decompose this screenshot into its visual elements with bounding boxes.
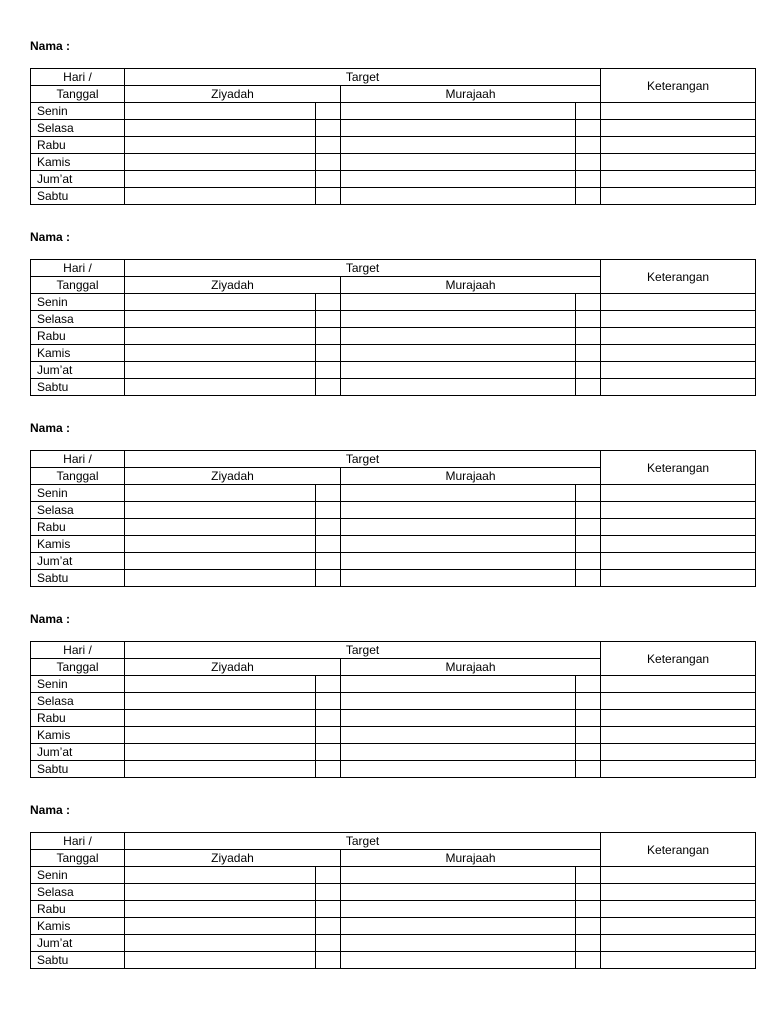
header-row-top [31, 69, 756, 86]
murajaah-cell[interactable] [341, 502, 576, 519]
murajaah-check-cell[interactable] [576, 137, 601, 154]
murajaah-check-cell[interactable] [576, 884, 601, 901]
keterangan-cell[interactable] [601, 154, 756, 171]
keterangan-header: Keterangan [601, 642, 756, 676]
ziyadah-cell[interactable] [125, 485, 316, 502]
murajaah-check-cell[interactable] [576, 328, 601, 345]
hari-header: Hari / [31, 833, 125, 850]
murajaah-cell[interactable] [341, 761, 576, 778]
ziyadah-cell[interactable] [125, 379, 316, 396]
target-header: Target [125, 833, 601, 850]
keterangan-cell[interactable] [601, 676, 756, 693]
day-label: Rabu [31, 137, 125, 154]
murajaah-check-cell[interactable] [576, 485, 601, 502]
ziyadah-check-cell[interactable] [316, 379, 341, 396]
hari-header: Hari / [31, 260, 125, 277]
day-row [31, 918, 756, 935]
day-label: Selasa [31, 502, 125, 519]
keterangan-header: Keterangan [601, 451, 756, 485]
keterangan-header: Keterangan [601, 69, 756, 103]
nama-label: Nama : [30, 230, 71, 244]
header-row-top [31, 260, 756, 277]
target-table [30, 68, 756, 205]
day-row [31, 693, 756, 710]
murajaah-cell[interactable] [341, 710, 576, 727]
ziyadah-check-cell[interactable] [316, 693, 341, 710]
day-label: Kamis [31, 345, 125, 362]
keterangan-cell[interactable] [601, 553, 756, 570]
ziyadah-cell[interactable] [125, 553, 316, 570]
ziyadah-check-cell[interactable] [316, 103, 341, 120]
ziyadah-cell[interactable] [125, 935, 316, 952]
murajaah-check-cell[interactable] [576, 867, 601, 884]
day-row [31, 137, 756, 154]
ziyadah-cell[interactable] [125, 744, 316, 761]
target-section [30, 803, 755, 969]
day-row [31, 120, 756, 137]
day-label: Kamis [31, 154, 125, 171]
keterangan-cell[interactable] [601, 171, 756, 188]
murajaah-check-cell[interactable] [576, 519, 601, 536]
target-header: Target [125, 451, 601, 468]
murajaah-cell[interactable] [341, 744, 576, 761]
ziyadah-cell[interactable] [125, 328, 316, 345]
murajaah-cell[interactable] [341, 137, 576, 154]
day-label: Senin [31, 676, 125, 693]
day-row [31, 485, 756, 502]
day-label: Kamis [31, 727, 125, 744]
day-label: Rabu [31, 901, 125, 918]
day-label: Jum’at [31, 362, 125, 379]
keterangan-cell[interactable] [601, 502, 756, 519]
murajaah-cell[interactable] [341, 536, 576, 553]
day-label: Senin [31, 294, 125, 311]
header-row-top [31, 642, 756, 659]
day-label: Selasa [31, 693, 125, 710]
ziyadah-check-cell[interactable] [316, 502, 341, 519]
ziyadah-cell[interactable] [125, 362, 316, 379]
ziyadah-check-cell[interactable] [316, 867, 341, 884]
murajaah-cell[interactable] [341, 485, 576, 502]
murajaah-check-cell[interactable] [576, 362, 601, 379]
keterangan-cell[interactable] [601, 710, 756, 727]
day-label: Selasa [31, 311, 125, 328]
murajaah-cell[interactable] [341, 345, 576, 362]
murajaah-cell[interactable] [341, 693, 576, 710]
ziyadah-check-cell[interactable] [316, 328, 341, 345]
ziyadah-header: Ziyadah [125, 850, 341, 867]
target-section [30, 421, 755, 587]
keterangan-cell[interactable] [601, 120, 756, 137]
ziyadah-check-cell[interactable] [316, 952, 341, 969]
day-row [31, 867, 756, 884]
target-section [30, 39, 755, 205]
ziyadah-check-cell[interactable] [316, 188, 341, 205]
keterangan-cell[interactable] [601, 379, 756, 396]
ziyadah-cell[interactable] [125, 693, 316, 710]
ziyadah-cell[interactable] [125, 901, 316, 918]
murajaah-check-cell[interactable] [576, 311, 601, 328]
ziyadah-cell[interactable] [125, 676, 316, 693]
day-label: Jum’at [31, 553, 125, 570]
ziyadah-check-cell[interactable] [316, 485, 341, 502]
ziyadah-check-cell[interactable] [316, 918, 341, 935]
day-row [31, 154, 756, 171]
murajaah-check-cell[interactable] [576, 570, 601, 587]
ziyadah-cell[interactable] [125, 502, 316, 519]
header-row-top [31, 833, 756, 850]
day-row [31, 188, 756, 205]
murajaah-cell[interactable] [341, 952, 576, 969]
murajaah-cell[interactable] [341, 311, 576, 328]
day-row [31, 761, 756, 778]
day-row [31, 901, 756, 918]
murajaah-check-cell[interactable] [576, 379, 601, 396]
keterangan-header: Keterangan [601, 833, 756, 867]
day-label: Sabtu [31, 952, 125, 969]
day-label: Selasa [31, 120, 125, 137]
day-row [31, 502, 756, 519]
day-label: Rabu [31, 710, 125, 727]
keterangan-cell[interactable] [601, 727, 756, 744]
ziyadah-cell[interactable] [125, 311, 316, 328]
murajaah-cell[interactable] [341, 727, 576, 744]
day-row [31, 727, 756, 744]
ziyadah-header: Ziyadah [125, 277, 341, 294]
keterangan-cell[interactable] [601, 884, 756, 901]
ziyadah-cell[interactable] [125, 536, 316, 553]
murajaah-check-cell[interactable] [576, 710, 601, 727]
ziyadah-check-cell[interactable] [316, 120, 341, 137]
target-section [30, 612, 755, 778]
hari-header: Hari / [31, 451, 125, 468]
tanggal-header: Tanggal [31, 468, 125, 485]
murajaah-check-cell[interactable] [576, 676, 601, 693]
day-row [31, 171, 756, 188]
day-row [31, 103, 756, 120]
murajaah-check-cell[interactable] [576, 171, 601, 188]
target-section [30, 230, 755, 396]
murajaah-header: Murajaah [341, 659, 601, 676]
day-row [31, 379, 756, 396]
keterangan-cell[interactable] [601, 952, 756, 969]
keterangan-cell[interactable] [601, 693, 756, 710]
ziyadah-cell[interactable] [125, 154, 316, 171]
tanggal-header: Tanggal [31, 86, 125, 103]
day-row [31, 676, 756, 693]
day-row [31, 570, 756, 587]
day-label: Senin [31, 867, 125, 884]
day-label: Kamis [31, 536, 125, 553]
day-label: Sabtu [31, 761, 125, 778]
murajaah-check-cell[interactable] [576, 536, 601, 553]
keterangan-cell[interactable] [601, 918, 756, 935]
keterangan-cell[interactable] [601, 536, 756, 553]
murajaah-check-cell[interactable] [576, 154, 601, 171]
murajaah-check-cell[interactable] [576, 188, 601, 205]
day-label: Jum’at [31, 171, 125, 188]
murajaah-check-cell[interactable] [576, 294, 601, 311]
day-label: Jum’at [31, 744, 125, 761]
murajaah-cell[interactable] [341, 884, 576, 901]
murajaah-cell[interactable] [341, 676, 576, 693]
header-row-top [31, 451, 756, 468]
day-row [31, 744, 756, 761]
ziyadah-check-cell[interactable] [316, 676, 341, 693]
murajaah-check-cell[interactable] [576, 120, 601, 137]
target-table [30, 832, 756, 969]
tanggal-header: Tanggal [31, 277, 125, 294]
target-header: Target [125, 260, 601, 277]
day-row [31, 328, 756, 345]
ziyadah-check-cell[interactable] [316, 901, 341, 918]
nama-label: Nama : [30, 612, 71, 626]
ziyadah-cell[interactable] [125, 884, 316, 901]
murajaah-cell[interactable] [341, 294, 576, 311]
day-row [31, 294, 756, 311]
day-label: Rabu [31, 519, 125, 536]
murajaah-check-cell[interactable] [576, 761, 601, 778]
murajaah-check-cell[interactable] [576, 744, 601, 761]
murajaah-check-cell[interactable] [576, 693, 601, 710]
murajaah-header: Murajaah [341, 468, 601, 485]
ziyadah-cell[interactable] [125, 867, 316, 884]
keterangan-cell[interactable] [601, 103, 756, 120]
ziyadah-cell[interactable] [125, 519, 316, 536]
ziyadah-cell[interactable] [125, 570, 316, 587]
ziyadah-check-cell[interactable] [316, 761, 341, 778]
target-header: Target [125, 69, 601, 86]
ziyadah-check-cell[interactable] [316, 727, 341, 744]
murajaah-check-cell[interactable] [576, 918, 601, 935]
day-row [31, 536, 756, 553]
target-header: Target [125, 642, 601, 659]
keterangan-cell[interactable] [601, 867, 756, 884]
murajaah-header: Murajaah [341, 277, 601, 294]
keterangan-header: Keterangan [601, 260, 756, 294]
murajaah-header: Murajaah [341, 86, 601, 103]
ziyadah-cell[interactable] [125, 345, 316, 362]
murajaah-check-cell[interactable] [576, 103, 601, 120]
murajaah-cell[interactable] [341, 935, 576, 952]
murajaah-cell[interactable] [341, 171, 576, 188]
day-label: Selasa [31, 884, 125, 901]
target-table [30, 641, 756, 778]
ziyadah-check-cell[interactable] [316, 345, 341, 362]
murajaah-cell[interactable] [341, 553, 576, 570]
target-table [30, 259, 756, 396]
keterangan-cell[interactable] [601, 328, 756, 345]
keterangan-cell[interactable] [601, 570, 756, 587]
ziyadah-check-cell[interactable] [316, 519, 341, 536]
murajaah-cell[interactable] [341, 362, 576, 379]
murajaah-cell[interactable] [341, 519, 576, 536]
murajaah-check-cell[interactable] [576, 727, 601, 744]
ziyadah-check-cell[interactable] [316, 884, 341, 901]
ziyadah-cell[interactable] [125, 952, 316, 969]
keterangan-cell[interactable] [601, 519, 756, 536]
day-row [31, 952, 756, 969]
nama-label: Nama : [30, 421, 71, 435]
ziyadah-cell[interactable] [125, 103, 316, 120]
ziyadah-check-cell[interactable] [316, 154, 341, 171]
day-label: Kamis [31, 918, 125, 935]
murajaah-cell[interactable] [341, 120, 576, 137]
murajaah-cell[interactable] [341, 328, 576, 345]
murajaah-cell[interactable] [341, 188, 576, 205]
day-row [31, 519, 756, 536]
keterangan-cell[interactable] [601, 362, 756, 379]
keterangan-cell[interactable] [601, 294, 756, 311]
tanggal-header: Tanggal [31, 850, 125, 867]
day-row [31, 311, 756, 328]
day-label: Sabtu [31, 379, 125, 396]
murajaah-cell[interactable] [341, 570, 576, 587]
ziyadah-check-cell[interactable] [316, 553, 341, 570]
ziyadah-cell[interactable] [125, 188, 316, 205]
ziyadah-cell[interactable] [125, 294, 316, 311]
day-row [31, 553, 756, 570]
murajaah-cell[interactable] [341, 901, 576, 918]
keterangan-cell[interactable] [601, 901, 756, 918]
ziyadah-check-cell[interactable] [316, 744, 341, 761]
keterangan-cell[interactable] [601, 744, 756, 761]
ziyadah-cell[interactable] [125, 761, 316, 778]
ziyadah-header: Ziyadah [125, 86, 341, 103]
murajaah-cell[interactable] [341, 154, 576, 171]
ziyadah-check-cell[interactable] [316, 570, 341, 587]
day-row [31, 710, 756, 727]
murajaah-cell[interactable] [341, 103, 576, 120]
murajaah-cell[interactable] [341, 867, 576, 884]
ziyadah-cell[interactable] [125, 171, 316, 188]
day-row [31, 345, 756, 362]
ziyadah-check-cell[interactable] [316, 536, 341, 553]
murajaah-check-cell[interactable] [576, 345, 601, 362]
nama-label: Nama : [30, 803, 71, 817]
murajaah-check-cell[interactable] [576, 502, 601, 519]
day-label: Jum’at [31, 935, 125, 952]
day-row [31, 935, 756, 952]
keterangan-cell[interactable] [601, 345, 756, 362]
keterangan-cell[interactable] [601, 935, 756, 952]
day-label: Senin [31, 103, 125, 120]
day-row [31, 362, 756, 379]
murajaah-check-cell[interactable] [576, 901, 601, 918]
ziyadah-header: Ziyadah [125, 468, 341, 485]
day-label: Rabu [31, 328, 125, 345]
target-table [30, 450, 756, 587]
keterangan-cell[interactable] [601, 137, 756, 154]
murajaah-cell[interactable] [341, 918, 576, 935]
murajaah-check-cell[interactable] [576, 952, 601, 969]
tanggal-header: Tanggal [31, 659, 125, 676]
ziyadah-check-cell[interactable] [316, 710, 341, 727]
hari-header: Hari / [31, 642, 125, 659]
ziyadah-cell[interactable] [125, 727, 316, 744]
ziyadah-check-cell[interactable] [316, 311, 341, 328]
day-label: Sabtu [31, 188, 125, 205]
murajaah-check-cell[interactable] [576, 935, 601, 952]
murajaah-check-cell[interactable] [576, 553, 601, 570]
ziyadah-check-cell[interactable] [316, 171, 341, 188]
ziyadah-cell[interactable] [125, 120, 316, 137]
ziyadah-check-cell[interactable] [316, 294, 341, 311]
day-row [31, 884, 756, 901]
ziyadah-check-cell[interactable] [316, 137, 341, 154]
hari-header: Hari / [31, 69, 125, 86]
day-label: Senin [31, 485, 125, 502]
ziyadah-header: Ziyadah [125, 659, 341, 676]
ziyadah-cell[interactable] [125, 918, 316, 935]
ziyadah-cell[interactable] [125, 710, 316, 727]
ziyadah-check-cell[interactable] [316, 935, 341, 952]
nama-label: Nama : [30, 39, 71, 53]
murajaah-cell[interactable] [341, 379, 576, 396]
ziyadah-check-cell[interactable] [316, 362, 341, 379]
ziyadah-cell[interactable] [125, 137, 316, 154]
keterangan-cell[interactable] [601, 311, 756, 328]
keterangan-cell[interactable] [601, 761, 756, 778]
murajaah-header: Murajaah [341, 850, 601, 867]
keterangan-cell[interactable] [601, 188, 756, 205]
day-label: Sabtu [31, 570, 125, 587]
keterangan-cell[interactable] [601, 485, 756, 502]
